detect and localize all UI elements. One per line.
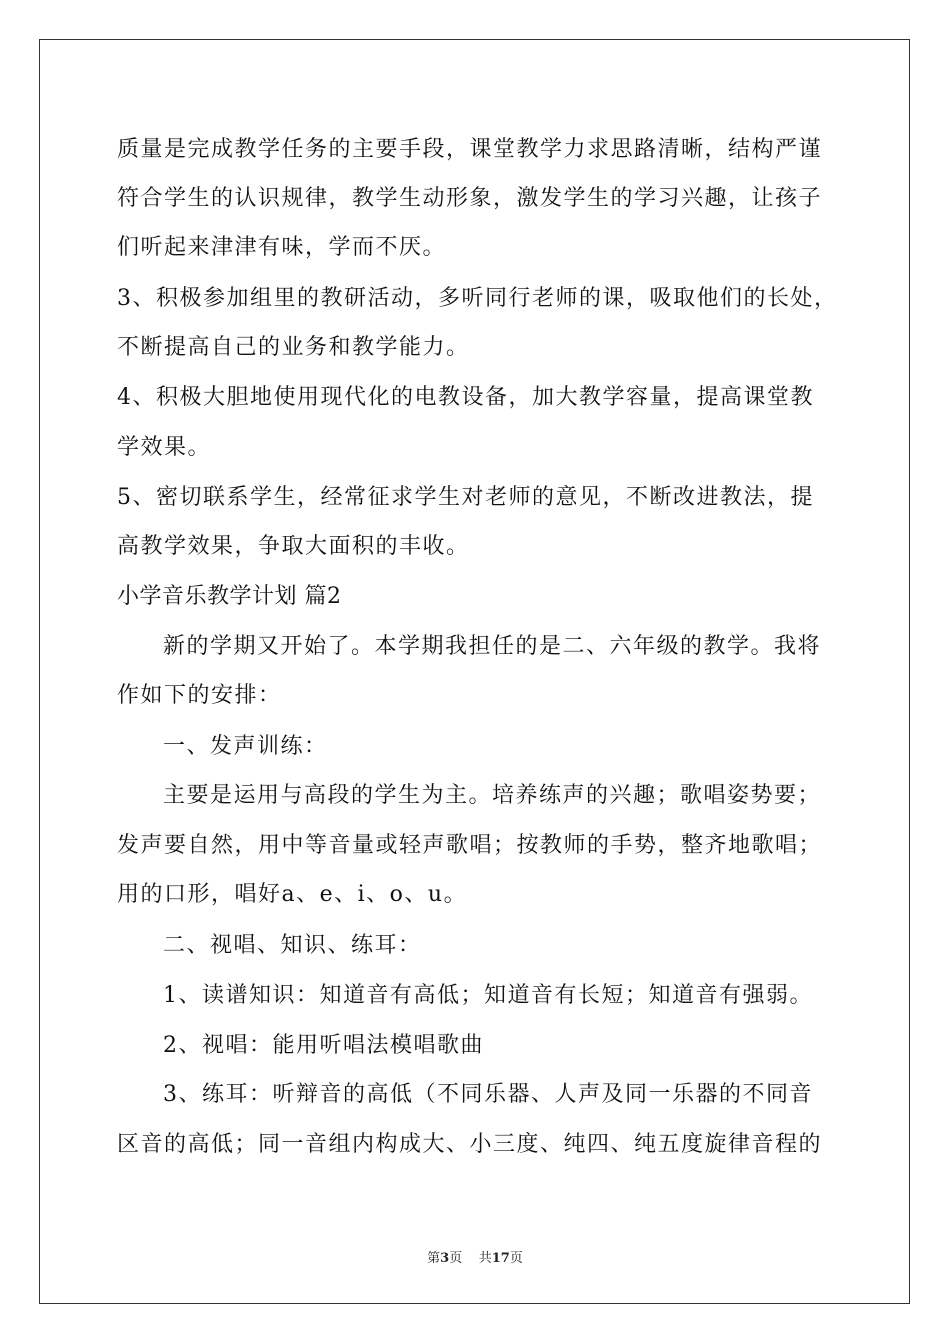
paragraph-vocal-cont: 发声要自然，用中等音量或轻声歌唱；按教师的手势，整齐地歌唱； [117,833,823,858]
list-item-ear-training-cont: 区音的高低；同一音组内构成大、小三度、纯四、纯五度旋律音程的 [117,1132,823,1157]
paragraph-vocal-cont: 用的口形，唱好a、e、i、o、u。 [117,882,468,907]
footer-prefix: 第 [427,1251,441,1266]
footer-total-pages: 17 [491,1251,510,1266]
subheading-vocal-training: 一、发声训练： [163,734,328,759]
body-text-line: 符合学生的认识规律，教学生动形象，激发学生的学习兴趣，让孩子 [117,186,823,211]
list-item-5: 5、密切联系学生，经常征求学生对老师的意见，不断改进教法，提 [117,485,814,510]
footer-page-number: 3 [440,1251,450,1266]
footer-total-unit: 页 [509,1251,523,1266]
footer-total-prefix: 共 [478,1251,492,1266]
list-item-5-cont: 高教学效果，争取大面积的丰收。 [117,534,470,559]
page-border [39,39,910,1304]
list-item-reading: 1、读谱知识：知道音有高低；知道音有长短；知道音有强弱。 [163,983,813,1008]
body-text-line: 质量是完成教学任务的主要手段，课堂教学力求思路清晰，结构严谨 [117,137,823,162]
list-item-sight-singing: 2、视唱：能用听唱法模唱歌曲 [163,1033,484,1058]
page-footer [0,1247,950,1266]
list-item-4-cont: 学效果。 [117,435,212,460]
list-item-3-cont: 不断提高自己的业务和教学能力。 [117,335,470,360]
list-item-3: 3、积极参加组里的教研活动，多听同行老师的课，吸取他们的长处， [117,286,838,311]
section-heading: 小学音乐教学计划 篇2 [117,584,342,609]
paragraph-vocal: 主要是运用与高段的学生为主。培养练声的兴趣；歌唱姿势要； [163,783,822,808]
paragraph-intro-cont: 作如下的安排： [117,683,282,708]
paragraph-intro: 新的学期又开始了。本学期我担任的是二、六年级的教学。我将 [163,634,822,659]
footer-page-unit: 页 [449,1251,463,1266]
list-item-4: 4、积极大胆地使用现代化的电教设备，加大教学容量，提高课堂教 [117,385,814,410]
subheading-sight-singing: 二、视唱、知识、练耳： [163,933,422,958]
body-text-line: 们听起来津津有味，学而不厌。 [117,235,447,260]
list-item-ear-training: 3、练耳：听辩音的高低（不同乐器、人声及同一乐器的不同音 [163,1082,813,1107]
